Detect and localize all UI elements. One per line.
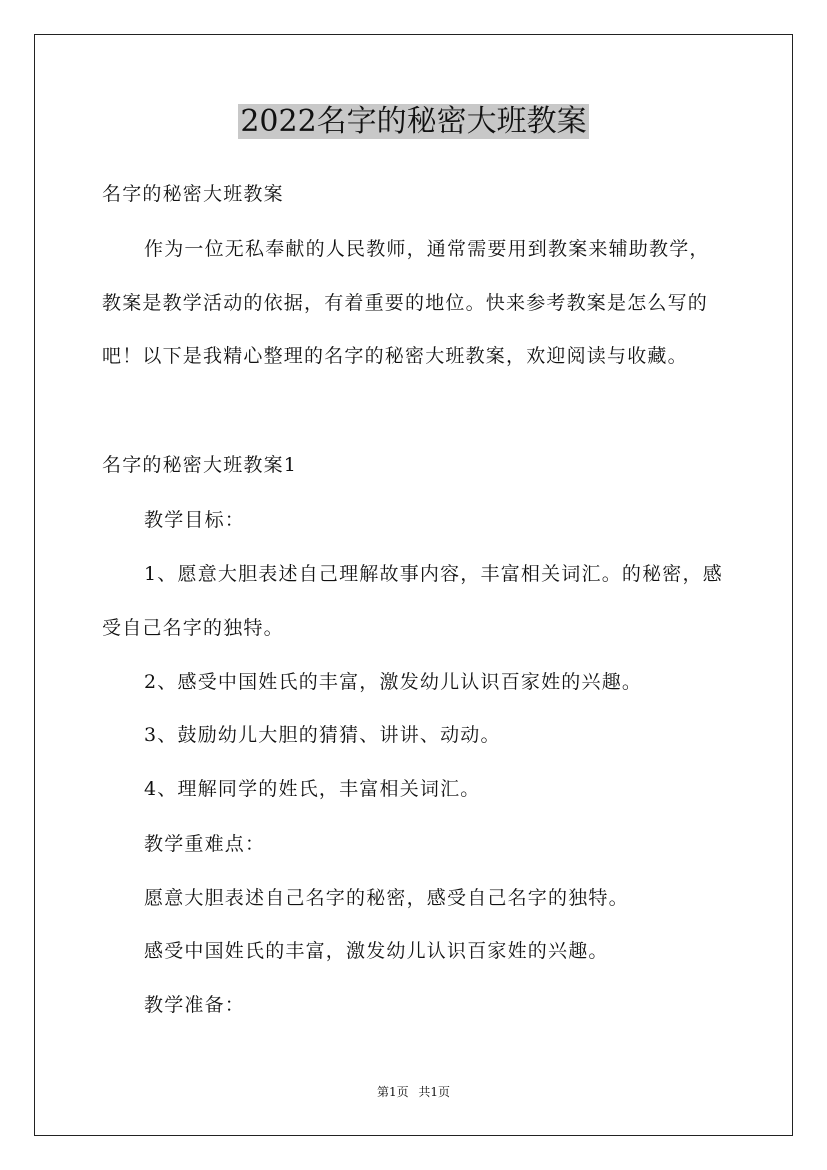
goal-2: 2、感受中国姓氏的丰富，激发幼儿认识百家姓的兴趣。 xyxy=(144,671,643,693)
intro-line-3: 吧！以下是我精心整理的名字的秘密大班教案，欢迎阅读与收藏。 xyxy=(102,345,688,367)
goal-1-line-1: 1、愿意大胆表述自己理解故事内容，丰富相关词汇。的秘密，感 xyxy=(144,563,723,585)
key-points-label: 教学重难点： xyxy=(144,833,266,855)
goal-4: 4、理解同学的姓氏，丰富相关词汇。 xyxy=(144,778,481,800)
key-point-1: 愿意大胆表述自己名字的秘密，感受自己名字的独特。 xyxy=(144,887,629,909)
goal-1-line-2: 受自己名字的独特。 xyxy=(102,617,284,639)
document-subtitle: 名字的秘密大班教案 xyxy=(102,183,284,205)
goal-3: 3、鼓励幼儿大胆的猜猜、讲讲、动动。 xyxy=(144,724,501,746)
section-heading: 名字的秘密大班教案1 xyxy=(102,454,298,476)
prep-label: 教学准备： xyxy=(144,994,246,1016)
page-total: 共1页 xyxy=(418,1085,451,1099)
document-title-text: 2022名字的秘密大班教案 xyxy=(240,104,587,139)
document-title xyxy=(0,102,827,142)
key-point-2: 感受中国姓氏的丰富，激发幼儿认识百家姓的兴趣。 xyxy=(144,940,609,962)
page-footer xyxy=(0,1084,827,1100)
intro-line-2: 教案是教学活动的依据，有着重要的地位。快来参考教案是怎么写的 xyxy=(102,292,709,314)
page-number: 第1页 xyxy=(376,1085,409,1099)
intro-line-1: 作为一位无私奉献的人民教师，通常需要用到教案来辅助教学， xyxy=(144,238,710,260)
goals-label: 教学目标： xyxy=(144,509,246,531)
